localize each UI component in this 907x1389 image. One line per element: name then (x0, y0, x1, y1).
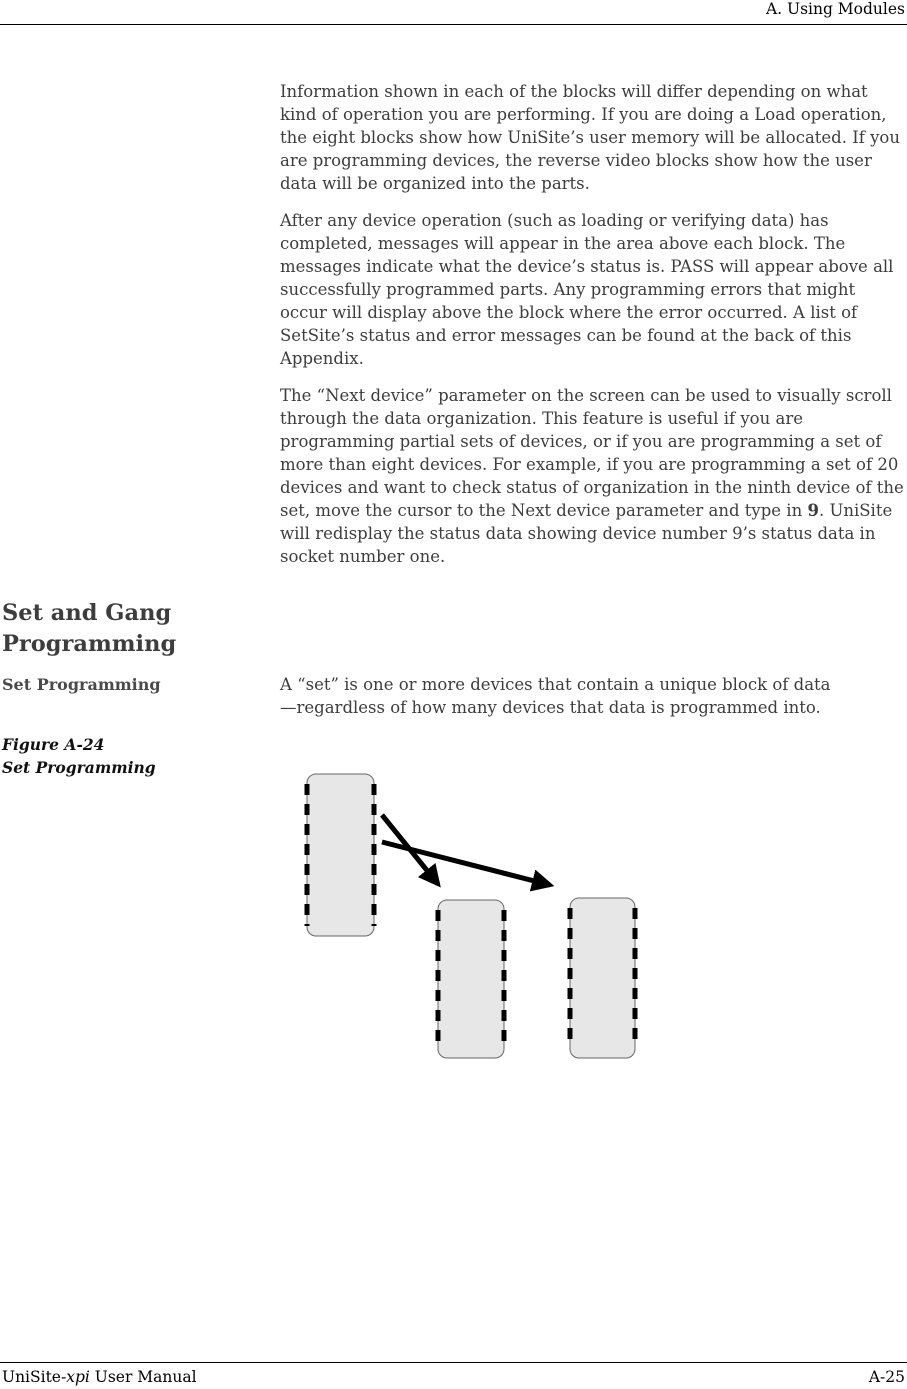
body-column (280, 80, 907, 582)
paragraph-3 (280, 384, 907, 568)
figure-set-programming (300, 770, 645, 1068)
footer-title-prefix: UniSite- (2, 1368, 67, 1386)
figure-caption-title: Set Programming (2, 758, 156, 777)
section-heading: Set and Gang Programming (2, 600, 177, 657)
footer-page-number: A-25 (868, 1368, 905, 1386)
footer-manual-title (2, 1368, 197, 1386)
set-programming-label: Set Programming (2, 675, 161, 694)
figure-caption-number: Figure A-24 (2, 735, 105, 754)
set-programming-diagram (300, 770, 645, 1068)
dip-chip-target-2 (570, 898, 635, 1058)
figure-caption (2, 733, 156, 779)
dip-chip-source (307, 774, 374, 936)
paragraph-3-text: The “Next device” parameter on the screen can be used to visually scroll through the data organization. This feature is useful if you are programming partial sets of devices, or if you are programming a set of more than eight devices. For example, if you are programming a set of 20 devices and want to check status of organization in the ninth device of the set, move the cursor to the Next device parameter and type in (280, 386, 904, 520)
set-programming-text: A “set” is one or more devices that contain a unique block of data—regardless of how many devices that data is programmed into. (280, 675, 831, 717)
paragraph-2: After any device operation (such as loading or verifying data) has completed, messages will appear in the area above each block. The messages indicate what the device’s status is. PASS will appear above all successfully programmed parts. Any programming errors that might occur will display above the block where the error occurred. A list of SetSite’s status and error messages can be found at the back of this Appendix. (280, 211, 894, 368)
paragraph-3-text-end: . UniSite will redisplay the status data showing device number 9’s status data in socket number one. (280, 501, 893, 566)
running-head: A. Using Modules (765, 0, 905, 18)
footer-title-suffix: User Manual (89, 1368, 197, 1386)
footer-title-italic: xpi (66, 1368, 90, 1386)
dip-chip-target-1 (438, 900, 504, 1058)
paragraph-3-bold-number: 9 (807, 501, 819, 520)
paragraph-1: Information shown in each of the blocks will differ depending on what kind of operation you are performing. If you are doing a Load operation, the eight blocks show how UniSite’s user memory will be allocated. If you are programming devices, the reverse video blocks show how the user data will be organized into the parts. (280, 82, 900, 193)
header-rule (0, 24, 907, 25)
footer-rule (0, 1362, 907, 1363)
arrow-to-chip-3 (382, 842, 550, 885)
